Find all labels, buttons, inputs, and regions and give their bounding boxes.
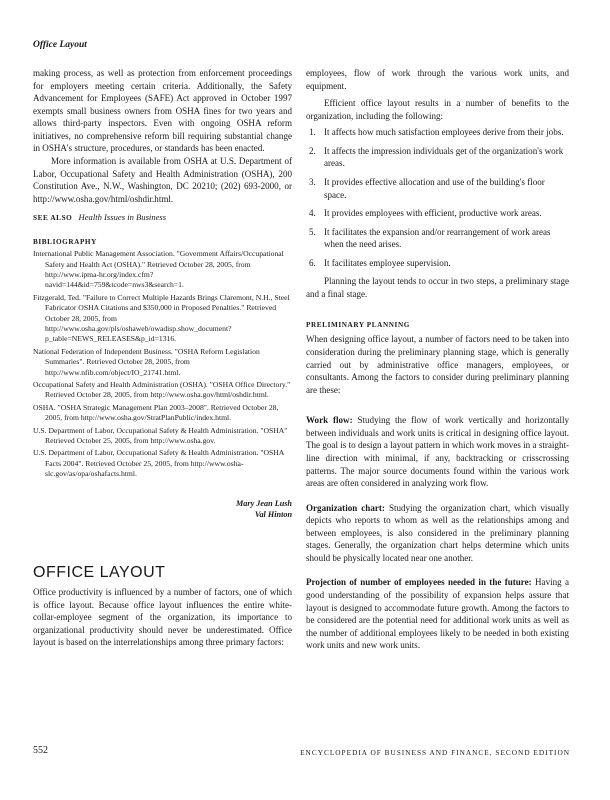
running-head: Office Layout — [33, 40, 87, 50]
list-item — [306, 257, 569, 270]
run-in-heading: Projection of number of employees needed in the future: — [306, 577, 532, 588]
body-paragraph: Planning the layout tends to occur in two steps, a preliminary stage and a final stage. — [306, 276, 569, 299]
bibliography-entry: OSHA. "OSHA Strategic Management Plan 2003–2008". Retrieved October 28, 2005, from http://www.osha.gov/StratPlanPublic/index.html. — [33, 402, 279, 423]
list-item — [306, 176, 569, 201]
list-item — [306, 226, 569, 251]
see-also-link[interactable]: Health Issues in Business — [78, 212, 167, 223]
projection-paragraph — [306, 576, 569, 651]
body-paragraph: employees, flow of work through the various work units, and equipment. — [306, 68, 569, 91]
benefits-list — [306, 126, 569, 269]
bibliography-entry: U.S. Department of Labor, Occupational Safety & Health Administration. "OSHA Facts 2004". Retrieved October 25, 2005, from http://www.osha-slc.gov/as/opa/oshafacts.html. — [33, 448, 284, 479]
left-column — [33, 67, 292, 649]
list-text: It provides employees with efficient, productive work areas. — [324, 208, 542, 219]
bibliography-entry: National Federation of Independent Business. "OSHA Reform Legislation Summaries". Retrieved October 28, 2005, from http://www.nfib.com/object/IO_21741.html. — [33, 346, 260, 377]
see-also-label: SEE ALSO — [33, 214, 73, 223]
paragraph-text: Studying the flow of work vertically and horizontally between individuals and work units is critical in designing office layout. The goal is to design a layout pattern in which work moves in a straight-line direction with minimal, if any, backtracking or crisscrossing patterns. The major source documents found within the various work areas are often considered in analyzing work flow. — [306, 415, 569, 489]
bibliography-entry: Fitzgerald, Ted. "Failure to Correct Multiple Hazards Brings Claremont, N.H., Steel Fabricator OSHA Citations and $350,000 in Proposed Penalties." Retrieved October 28, 2005, from http://www.osha.gov/pls/oshaweb/owadisp.show_document?p_table=NEWS_RELEASES&p_id=1316. — [33, 292, 290, 344]
list-number: 4. — [309, 208, 316, 219]
article-title: OFFICE LAYOUT — [33, 563, 166, 581]
list-text: It provides effective allocation and use of the building's floor space. — [324, 176, 545, 200]
list-item — [306, 126, 569, 139]
list-text: It facilitates employee supervision. — [324, 257, 451, 268]
see-also — [33, 212, 292, 224]
list-text: It affects the impression individuals get of the organization's work areas. — [324, 145, 564, 169]
run-in-heading: Work flow: — [306, 415, 353, 426]
work-flow-paragraph — [306, 414, 569, 489]
body-paragraph: Efficient office layout results in a number of benefits to the organization, including the following: — [306, 98, 569, 121]
body-paragraph: When designing office layout, a number of factors need to be taken into consideration during the preliminary planning stage, which is generally carried out by administrative office managers, employees, or consultants. Among the factors to consider during preliminary planning are these: — [306, 334, 569, 395]
right-column — [306, 67, 569, 652]
list-text: It facilitates the expansion and/or rearrangement of work areas when the need arises. — [324, 226, 551, 250]
list-item — [306, 145, 569, 170]
list-number: 3. — [309, 176, 316, 187]
list-text: It affects how much satisfaction employees derive from their jobs. — [324, 127, 564, 138]
page-number: 552 — [33, 745, 48, 756]
org-chart-paragraph — [306, 502, 569, 565]
paragraph-text: Having a good understanding of the possibility of expansion helps assure that layout is designed to accommodate future growth. Among the factors to be considered are the potential need for additional work units as well as the number of additional employees likely to be needed in both existing work units and new work units. — [306, 577, 569, 651]
list-item — [306, 207, 569, 220]
section-heading: PRELIMINARY PLANNING — [306, 321, 410, 330]
book-title: ENCYCLOPEDIA OF BUSINESS AND FINANCE, SECOND EDITION — [300, 748, 570, 757]
bibliography-heading: BIBLIOGRAPHY — [33, 238, 97, 247]
bibliography-entry: Occupational Safety and Health Administration (OSHA). "OSHA Office Directory." Retrieved October 28, 2005, from http://www.osha.gov/html/oshdir.html. — [33, 380, 291, 400]
author-name: Val Hinton — [254, 509, 292, 519]
body-paragraph: Office productivity is influenced by a number of factors, one of which is office layout. Because office layout influences the entire white-collar-employee segment of the organization, its importance to organizational productivity should never be underestimated. Office layout is based on the interrelationships among three primary factors: — [33, 587, 292, 648]
list-number: 1. — [309, 127, 316, 138]
body-paragraph: More information is available from OSHA at U.S. Department of Labor, Occupational Safety and Health Administration (OSHA), 200 Constitution Ave., N.W., Washington, DC 20210; (202) 693-2000, or http://www.osha.gov/html/oshdir.html. — [33, 155, 292, 204]
list-number: 5. — [309, 226, 316, 237]
author-block — [33, 498, 292, 520]
bibliography-list — [33, 249, 292, 480]
bibliography-entry: International Public Management Association. "Government Affairs/Occupational Safety and Health Act (OSHA)." Retrieved October 28, 2005, from http://www.ipma-hr.org/index.cfm?navid=144&id=759&tcode=nws3&search=1. — [33, 249, 284, 290]
list-number: 2. — [309, 145, 316, 156]
author-name: Mary Jean Lush — [236, 498, 292, 508]
list-number: 6. — [309, 257, 316, 268]
run-in-heading: Organization chart: — [306, 502, 385, 513]
paragraph-text: Studying the organization chart, which visually depicts who reports to whom as well as the relationships among and between employees, is also considered in the preliminary planning stages. Generally, the organization chart helps determine which units should be physically located near one another. — [306, 502, 570, 563]
body-paragraph: making process, as well as protection from enforcement proceedings for employers meeting certain criteria. Additionally, the Safety Advancement for Employees (SAFE) Act approved in October 1997 exempts small business owners from OSHA fines for two years and allows third-party inspectors. Even with ongoing OSHA reform initiatives, no comprehensive reform bill requiring substantial change in OSHA's structure, procedures, or standards has been enacted. — [33, 68, 292, 154]
bibliography-entry: U.S. Department of Labor, Occupational Safety & Health Administration. "OSHA" Retrieved October 25, 2005, from http://www.osha.gov. — [33, 425, 288, 446]
